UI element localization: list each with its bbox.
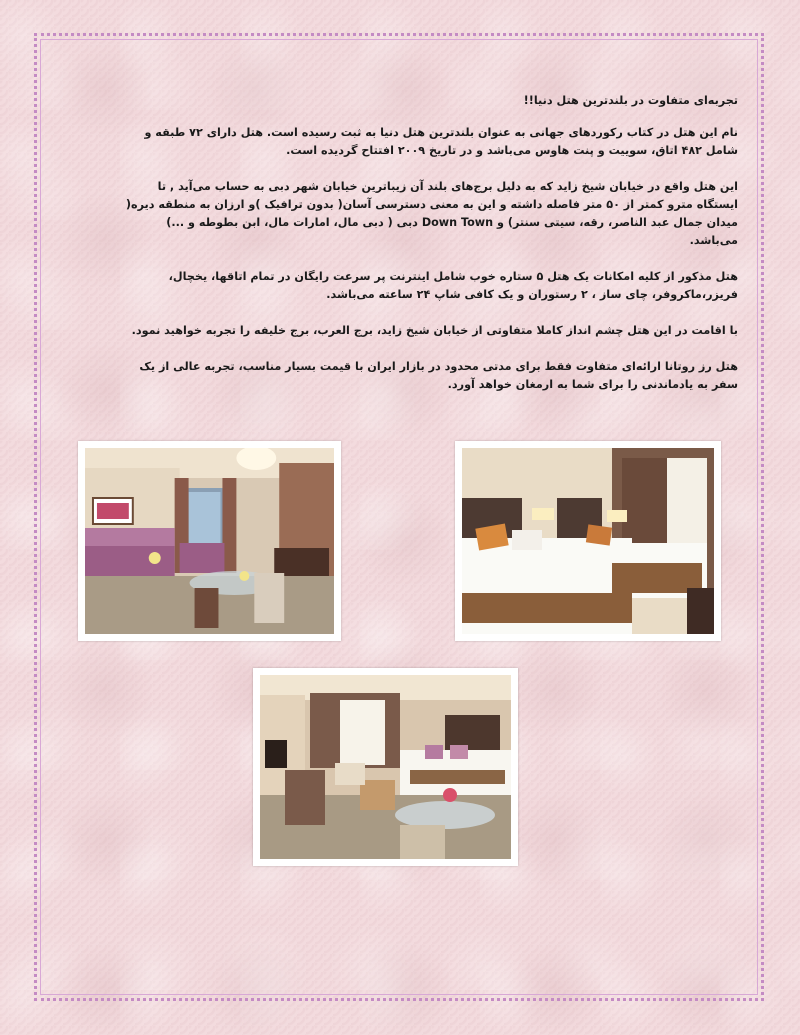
living-room-image	[85, 448, 334, 634]
paragraph-view: با اقامت در این هتل چشم انداز کاملا متفاوتی از خیابان شیخ زاید، برج العرب، برج خلیفه را تجربه خواهید نمود.	[131, 324, 738, 337]
photo-twin-bedroom	[455, 441, 721, 641]
photo-living-room	[78, 441, 341, 641]
article-title: تجربه‌ای متفاوت در بلندترین هتل دنیا!!	[523, 94, 738, 107]
paragraph-location: این هتل واقع در خیابان شیخ زاید که به دلیل برج‌های بلند آن زیباترین خیابان شهر دبی به حساب می‌آید , تا ایستگاه مترو کمتر از ۵۰ متر فاصله داشته و این به معنی دسترسی آسان( بدون ترافیک )و ارزان به منطقه دیره( میدان جمال عبد الناصر، رقه، سیتی سنتر) و Down Town دبی ( دبی مال، امارات مال، ابن بطوطه و ...) می‌باشد.	[125, 180, 738, 247]
paragraph-amenities: هتل مذکور از کلیه امکانات یک هتل ۵ ستاره خوب شامل اینترنت پر سرعت رایگان در تمام اتاقها، یخچال، فریزر،ماکروفر، چای ساز ، ۲ رستوران و یک کافی شاپ ۲۴ ساعته می‌باشد.	[168, 270, 738, 301]
article-body	[118, 92, 738, 412]
twin-bedroom-image	[462, 448, 714, 634]
paragraph-intro: نام این هتل در کتاب رکوردهای جهانی به عنوان بلندترین هتل دنیا به ثبت رسیده است. هتل دارای ۷۲ طبقه و شامل ۴۸۲ اتاق، سوییت و پنت هاوس می‌باشد و در تاریخ ۲۰۰۹ افتتاح گردیده است.	[144, 126, 738, 157]
photo-bedroom-suite	[253, 668, 518, 866]
bedroom-suite-image	[260, 675, 511, 859]
paragraph-offer: هتل رز روتانا ارائه‌ای متفاوت فقط برای مدتی محدود در بازار ایران با قیمت بسیار مناسب، تجربه عالی از یک سفر به یادماندنی را برای شما به ارمغان خواهد آورد.	[139, 360, 738, 391]
